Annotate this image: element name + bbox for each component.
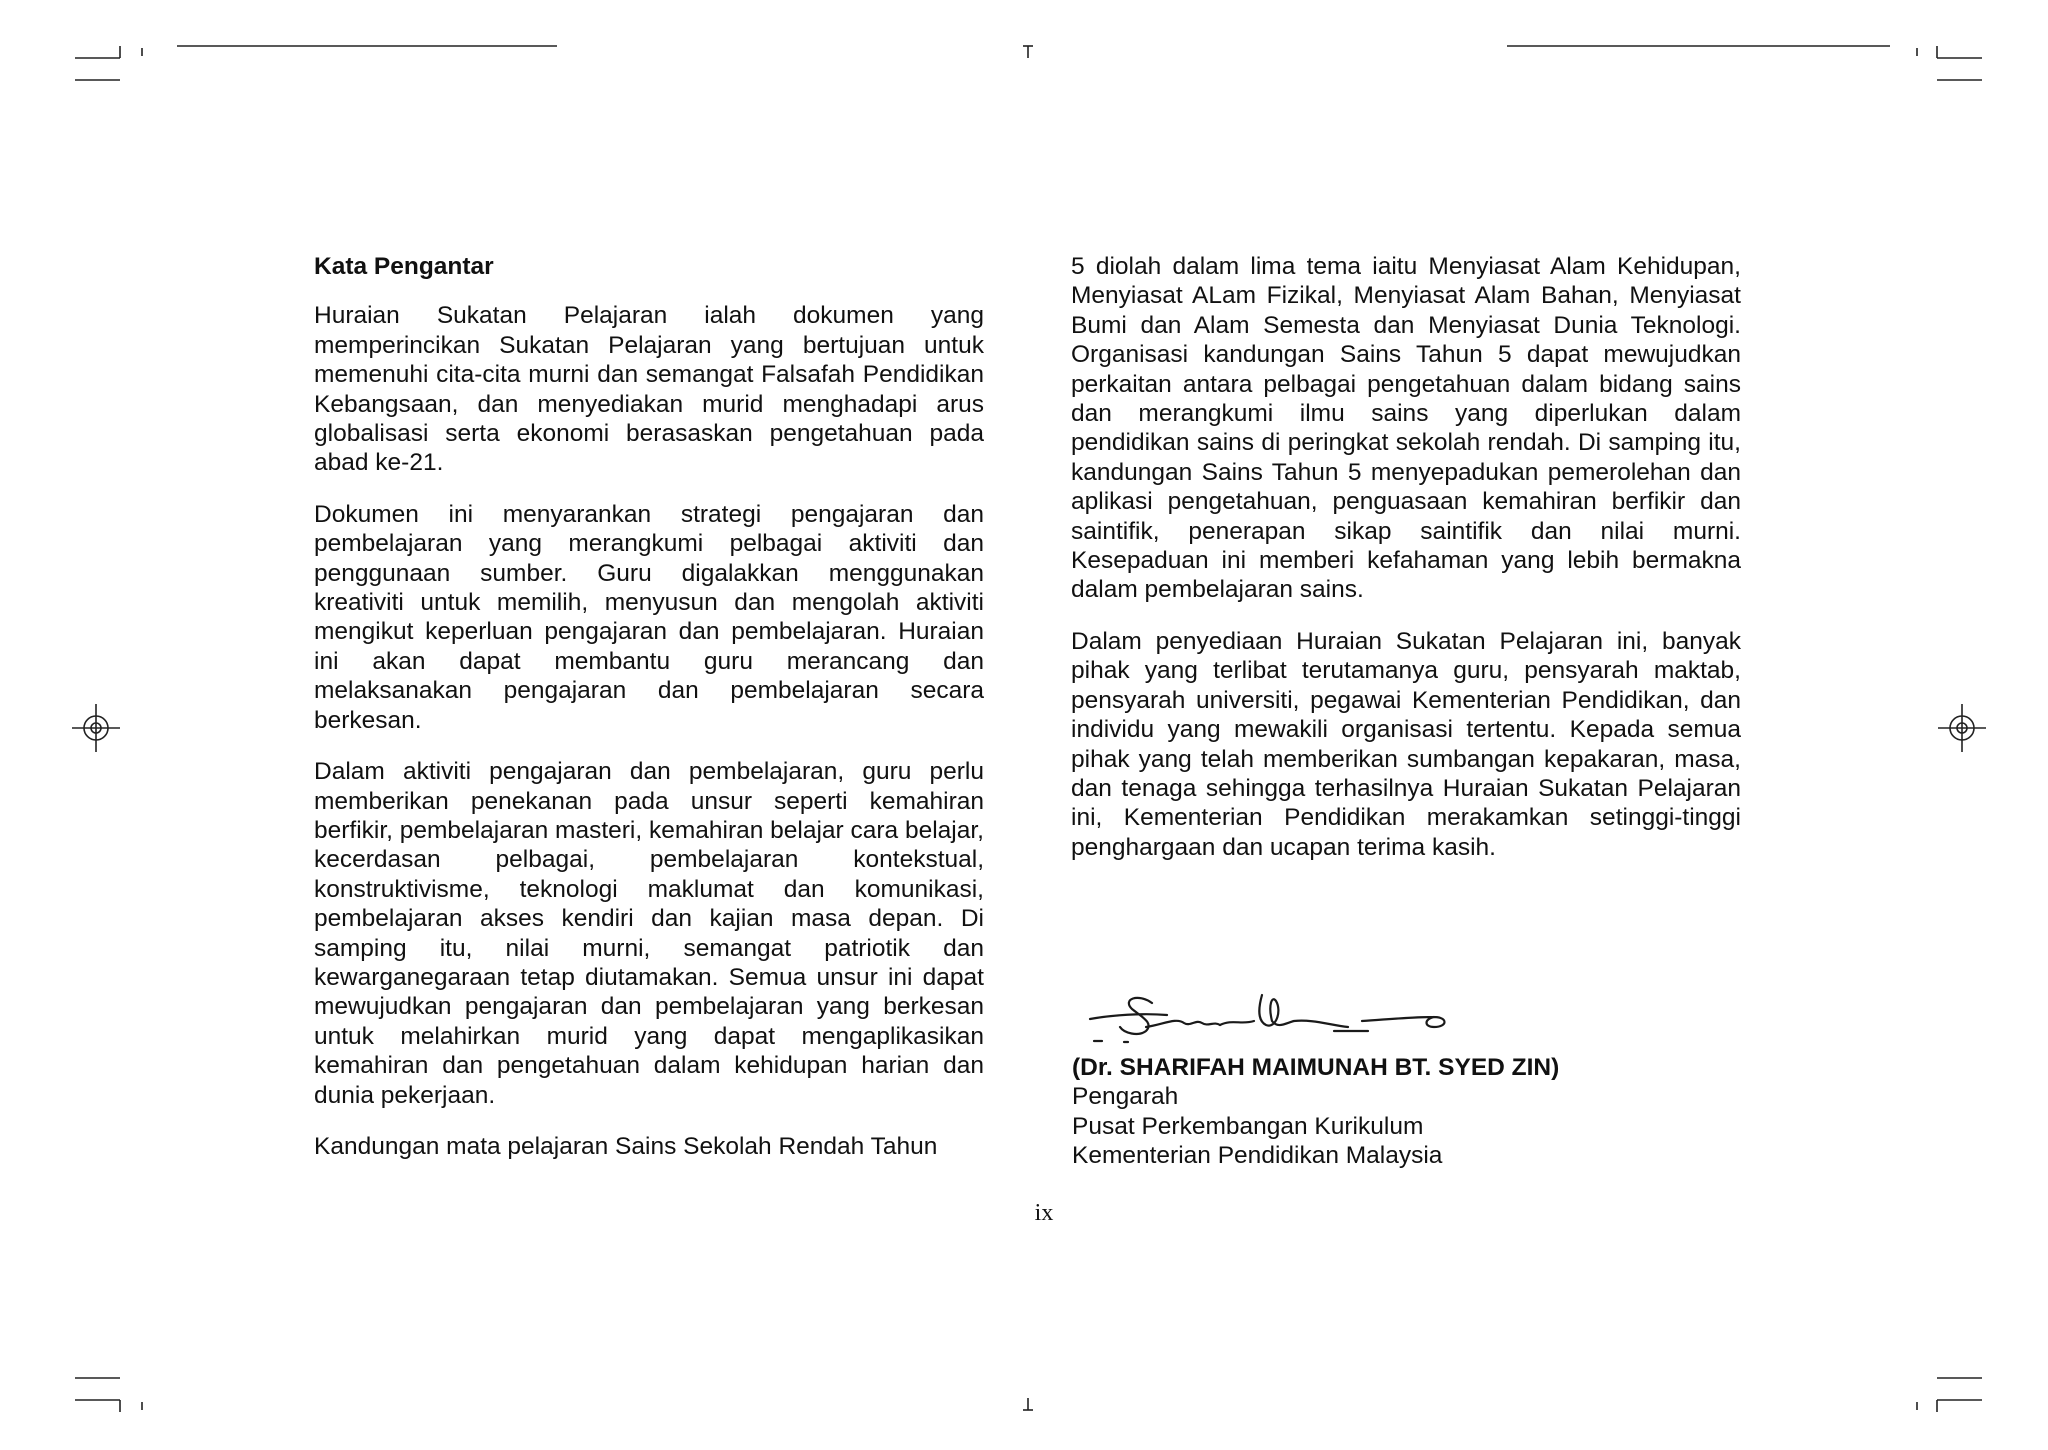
signer-ministry: Kementerian Pendidikan Malaysia (1072, 1142, 1443, 1170)
handwritten-signature (1072, 975, 1492, 1045)
left-paragraph-1: Huraian Sukatan Pelajaran ialah dokumen yang memperincikan Sukatan Pelajaran yang bertujuan untuk memenuhi cita-cita murni dan semangat Falsafah Pendidikan Kebangsaan, dan menyediakan murid menghadapi arus globalisasi serta ekonomi berasaskan pengetahuan pada abad ke-21. (314, 302, 984, 477)
page-heading: Kata Pengantar (314, 253, 494, 280)
signer-title: Pengarah (1072, 1083, 1179, 1111)
signature-block (1072, 975, 1752, 1171)
right-paragraph-1: 5 diolah dalam lima tema iaitu Menyiasat Alam Kehidupan, Menyiasat ALam Fizikal, Menyiasat Alam Bahan, Menyiasat Bumi dan Alam Semesta dan Menyiasat Dunia Teknologi. Organisasi kandungan Sains Tahun 5 dapat mewujudkan perkaitan antara pelbagai pengetahuan dalam bidang sains dan merangkumi ilmu sains yang diperlukan dalam pendidikan sains di peringkat sekolah rendah. Di samping itu, kandungan Sains Tahun 5 menyepadukan pemerolehan dan aplikasi pengetahuan, penguasaan kemahiran berfikir dan saintifik, penerapan sikap saintifik dan nilai murni. Kesepaduan ini memberi kefahaman yang lebih bermakna dalam pembelajaran sains. (1071, 253, 1741, 604)
signer-name: (Dr. SHARIFAH MAIMUNAH BT. SYED ZIN) (1072, 1054, 1560, 1081)
left-paragraph-3: Dalam aktiviti pengajaran dan pembelajaran, guru perlu memberikan penekanan pada unsur seperti kemahiran berfikir, pembelajaran masteri, kemahiran belajar cara belajar, kecerdasan pelbagai, pembelajaran kontekstual, konstruktivisme, teknologi maklumat dan komunikasi, pembelajaran akses kendiri dan kajian masa depan. Di samping itu, nilai murni, semangat patriotik dan kewarganegaraan tetap diutamakan. Semua unsur ini dapat mewujudkan pengajaran dan pembelajaran yang berkesan untuk melahirkan murid yang dapat mengaplikasikan kemahiran dan pengetahuan dalam kehidupan harian dan dunia pekerjaan. (314, 758, 984, 1109)
left-column (314, 252, 984, 1161)
signer-department: Pusat Perkembangan Kurikulum (1072, 1112, 1424, 1140)
left-paragraph-2: Dokumen ini menyarankan strategi pengajaran dan pembelajaran yang merangkumi pelbagai aktiviti dan penggunaan sumber. Guru digalakkan menggunakan kreativiti untuk memilih, menyusun dan mengolah aktiviti mengikut keperluan pengajaran dan pembelajaran. Huraian ini akan dapat membantu guru merancang dan melaksanakan pengajaran dan pembelajaran secara berkesan. (314, 500, 984, 734)
right-column (1071, 252, 1741, 862)
left-paragraph-4: Kandungan mata pelajaran Sains Sekolah Rendah Tahun (314, 1132, 938, 1160)
page-number: ix (1034, 1200, 1054, 1226)
right-paragraph-2: Dalam penyediaan Huraian Sukatan Pelajaran ini, banyak pihak yang terlibat terutamanya guru, pensyarah maktab, pensyarah universiti, pegawai Kementerian Pendidikan, dan individu yang mewakili organisasi tertentu. Kepada semua pihak yang telah memberikan sumbangan kepakaran, masa, dan tenaga sehingga terhasilnya Huraian Sukatan Pelajaran ini, Kementerian Pendidikan merakamkan setinggi-tinggi penghargaan dan ucapan terima kasih. (1071, 627, 1741, 861)
